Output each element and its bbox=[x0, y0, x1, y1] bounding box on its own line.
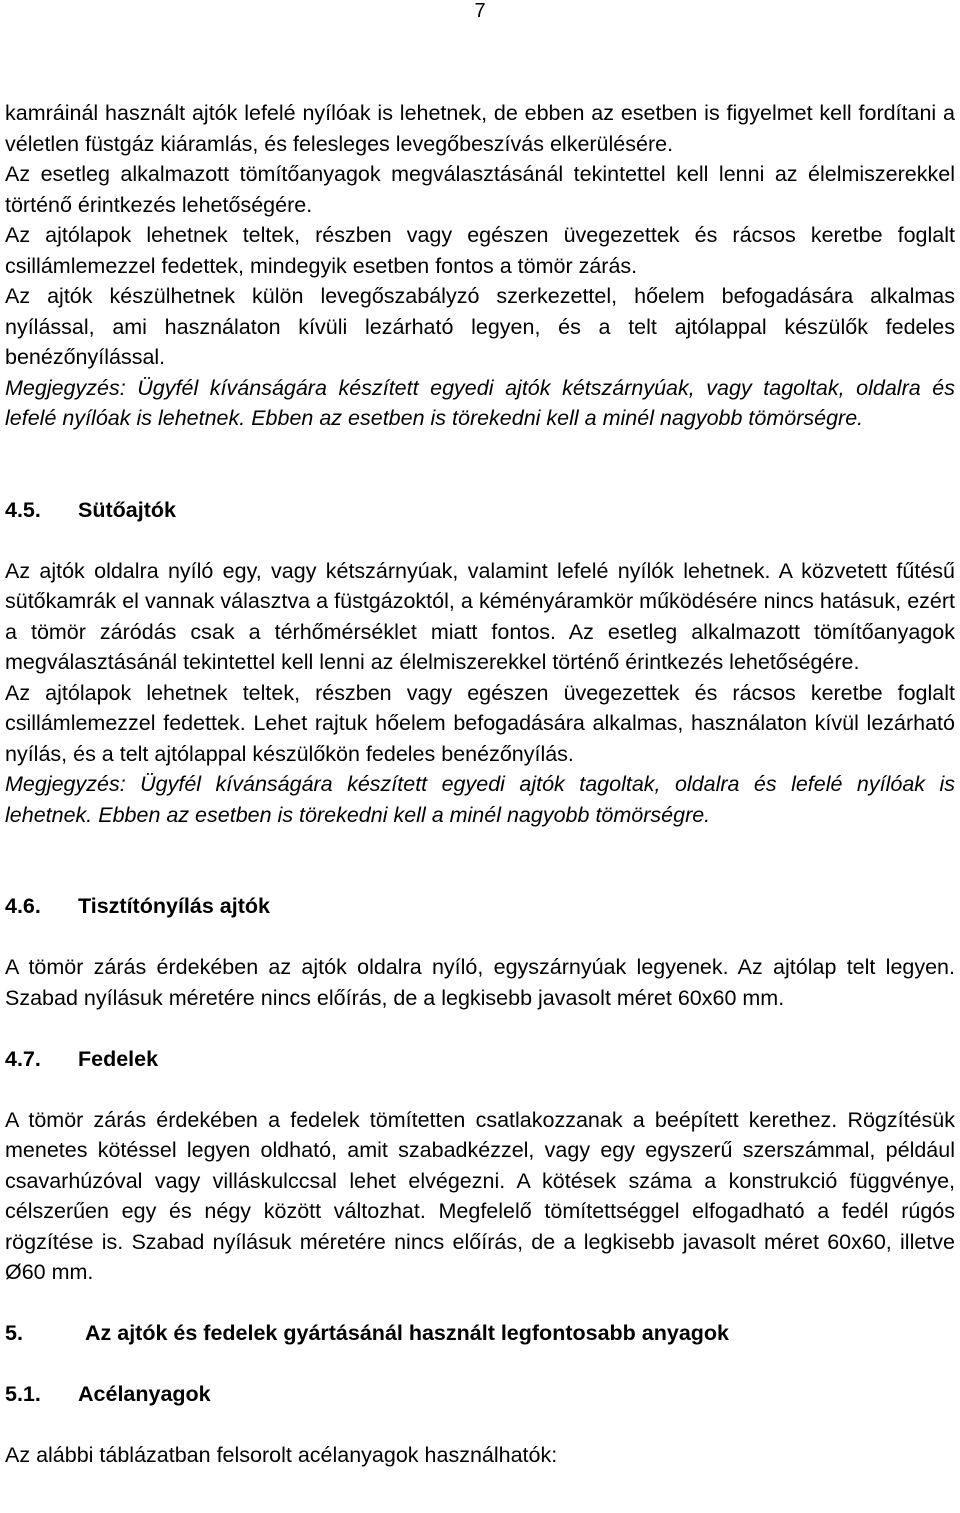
paragraph: Az ajtók készülhetnek külön levegőszabályzó szerkezettel, hőelem befogadására alkalmas nyílással, ami használaton kívüli lezárható legyen, és a telt ajtólappal készülők fedeles benézőnyílással. bbox=[5, 284, 955, 369]
page-number: 7 bbox=[474, 0, 486, 22]
section-number: 4.7. bbox=[5, 1046, 41, 1071]
paragraph: A tömör zárás érdekében a fedelek tömítetten csatlakozzanak a beépített kerethez. Rögzítésük menetes kötéssel legyen oldható, amit szabadkézzel, vagy egy egyszerű szerszámmal, például csavarhúzóval vagy villáskulccsal lehet elvégezni. A kötések száma a konstrukció függvénye, célszerűen egy és négy között változhat. Megfelelő tömítettséggel elfogadható a fedél rúgós rögzítése is. Szabad nyílásuk méretére nincs előírás, de a legkisebb javasolt méret 60x60, illetve Ø60 mm. bbox=[5, 1107, 955, 1284]
section-title: Tisztítónyílás ajtók bbox=[78, 894, 270, 918]
section-title: Fedelek bbox=[78, 1046, 159, 1071]
section-heading-4-5 bbox=[5, 495, 955, 526]
section-number: 4.5. bbox=[5, 497, 41, 522]
section-number: 5. bbox=[5, 1321, 23, 1345]
section-number: 5.1. bbox=[5, 1382, 41, 1406]
page-content bbox=[5, 98, 955, 1471]
paragraph: Az ajtók oldalra nyíló egy, vagy kétszárnyúak, valamint lefelé nyílók lehetnek. A közvetett fűtésű sütőkamrák el vannak választva a füstgázoktól, a kéményáramkör működésére nincs hatásuk, ezért a tömör záródás csak a térhőmérséklet miatt fontos. Az esetleg alkalmazott tömítőanyagok megválasztásánál tekintettel kell lenni az élelmiszerekkel történő érintkezés lehetőségére. bbox=[5, 558, 955, 674]
section-title: Sütőajtók bbox=[78, 497, 176, 522]
paragraph: Az esetleg alkalmazott tömítőanyagok megválasztásánál tekintettel kell lenni az élelmiszerekkel történő érintkezés lehetőségére. bbox=[5, 162, 955, 217]
section-heading-5 bbox=[5, 1318, 955, 1349]
paragraph: kamráinál használt ajtók lefelé nyílóak is lehetnek, de ebben az esetben is figyelmet kell fordítani a véletlen füstgáz kiáramlás, és felesleges levegőbeszívás elkerülésére. bbox=[5, 101, 955, 156]
note-paragraph: Megjegyzés: Ügyfél kívánságára készített egyedi ajtók tagoltak, oldalra és lefelé nyílóak is lehetnek. Ebben az esetben is törekedni kell a minél nagyobb tömörségre. bbox=[5, 772, 955, 827]
paragraph: Az ajtólapok lehetnek teltek, részben vagy egészen üvegezettek és rácsos keretbe foglalt csillámlemezzel fedettek. Lehet rajtuk hőelem befogadására alkalmas, használaton kívül lezárható nyílás, és a telt ajtólappal készülőkön fedeles benézőnyílás. bbox=[5, 680, 955, 766]
paragraph: A tömör zárás érdekében az ajtók oldalra nyíló, egyszárnyúak legyenek. Az ajtólap telt legyen. Szabad nyílásuk méretére nincs előírás, de a legkisebb javasolt méret 60x60 mm. bbox=[5, 955, 955, 1010]
section-heading-5-1 bbox=[5, 1379, 955, 1410]
note-paragraph: Megjegyzés: Ügyfél kívánságára készített egyedi ajtók kétszárnyúak, vagy tagoltak, oldalra és lefelé nyílóak is lehetnek. Ebben az esetben is törekedni kell a minél nagyobb tömörségre. bbox=[5, 375, 955, 430]
paragraph: Az ajtólapok lehetnek teltek, részben vagy egészen üvegezettek és rácsos keretbe foglalt csillámlemezzel fedettek, mindegyik esetben fontos a tömör zárás. bbox=[5, 223, 955, 278]
section-number: 4.6. bbox=[5, 894, 41, 918]
section-heading-4-7 bbox=[5, 1044, 955, 1075]
paragraph: Az alábbi táblázatban felsorolt acélanyagok használhatók: bbox=[5, 1443, 558, 1467]
section-heading-4-6 bbox=[5, 891, 955, 922]
section-title: Acélanyagok bbox=[78, 1382, 211, 1406]
section-title: Az ajtók és fedelek gyártásánál használt legfontosabb anyagok bbox=[85, 1321, 730, 1345]
